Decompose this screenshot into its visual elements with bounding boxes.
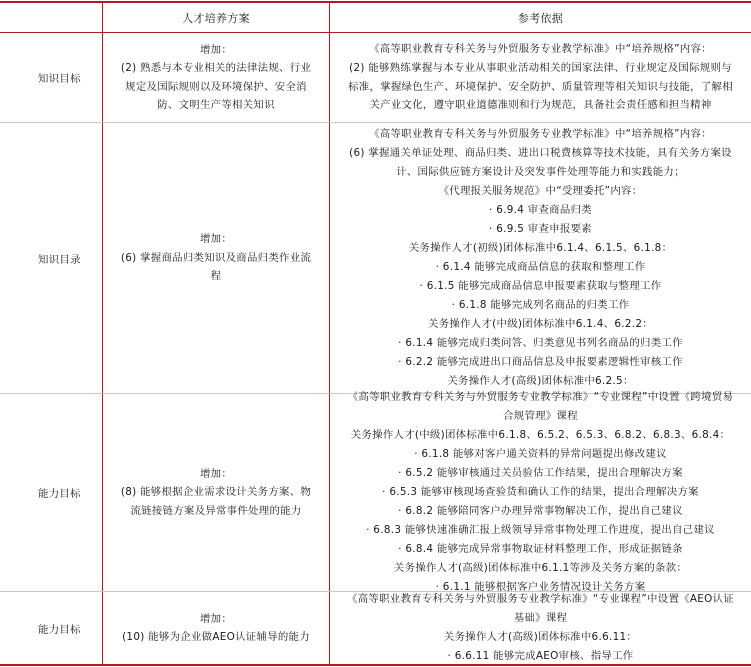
basis-line: 《高等职业教育专科关务与外贸服务专业教学标准》“专业课程”中设置《AEO认证 bbox=[347, 593, 734, 605]
basis-line: (2) 能够熟练掌握与本专业从事职业活动相关的国家法律、行业规定及国际规则与 bbox=[349, 61, 732, 74]
basis-line: · 6.1.4 能够完成归类问答、归类意见书列名商品的归类工作 bbox=[398, 337, 683, 349]
basis-line: 计、国际供应链方案设计及突发事件处理等能力和实践能力； bbox=[396, 166, 685, 178]
basis-line: 关务操作人才(初级)团体标准中6.1.4、6.1.5、6.1.8： bbox=[408, 242, 673, 254]
basis-line: · 6.2.2 能够完成进出口商品信息及申报要素逻辑性审核工作 bbox=[398, 356, 683, 368]
basis-line: · 6.8.4 能够完成异常事物取证材料整理工作，形成证据链条 bbox=[398, 543, 683, 555]
basis-line: 《代理报关服务规范》中“受理委托”内容： bbox=[438, 185, 643, 197]
row-reference-basis bbox=[330, 33, 751, 122]
basis-line: 合规管理》课程 bbox=[503, 410, 578, 422]
basis-line: · 6.1.4 能够完成商品信息的获取和整理工作 bbox=[435, 261, 646, 273]
header-category bbox=[0, 3, 102, 32]
talent-line: (10) 能够为企业做AEO认证辅导的能力 bbox=[122, 631, 310, 643]
talent-line: 增加： bbox=[199, 233, 233, 246]
talent-line: 程 bbox=[210, 270, 222, 283]
talent-line: 增加： bbox=[199, 467, 233, 480]
basis-line: · 6.8.2 能够陪同客户办理异常事物解决工作，提出自己建议 bbox=[398, 505, 683, 517]
talent-line: (6) 掌握商品归类知识及商品归类作业流 bbox=[120, 251, 312, 264]
row-reference-basis bbox=[330, 123, 751, 393]
row-category: 能力目标 bbox=[38, 623, 81, 636]
basis-line: · 6.5.2 能够审核通过关员验估工作结果，提出合理解决方案 bbox=[398, 467, 683, 479]
basis-line: 关务操作人才(中级)团体标准中6.1.4、6.2.2： bbox=[428, 318, 653, 330]
basis-line: · 6.1.8 能够完成列名商品的归类工作 bbox=[451, 299, 630, 311]
row-talent-plan bbox=[103, 592, 329, 664]
basis-line: 关务操作人才(中级)团体标准中6.1.8、6.5.2、6.5.3、6.8.2、6.8.3、6.8.4： bbox=[350, 429, 731, 441]
row-category: 知识目标 bbox=[38, 73, 81, 85]
row-talent-plan bbox=[103, 394, 329, 591]
basis-line: · 6.1.5 能够完成商品信息申报要素获取与整理工作 bbox=[419, 280, 662, 292]
basis-line: (6) 掌握通关单证处理、商品归类、进出口税费核算等技术技能，具有关务方案设 bbox=[349, 147, 732, 159]
talent-line: (8) 能够根据企业需求设计关务方案、物 bbox=[120, 486, 312, 499]
talent-line: 防、文明生产等相关知识 bbox=[157, 99, 275, 111]
talent-line: 流链接链方案及异常事件处理的能力 bbox=[130, 504, 302, 517]
talent-line: 增加： bbox=[199, 612, 233, 625]
row-reference-basis bbox=[330, 391, 751, 593]
talent-line: 增加： bbox=[199, 43, 233, 56]
basis-line: 《高等职业教育专科关务与外贸服务专业教学标准》中“培养规格”内容： bbox=[369, 128, 712, 140]
row-talent-plan bbox=[103, 123, 329, 393]
talent-line: (2) 熟悉与本专业相关的法律法规、行业 bbox=[120, 62, 312, 74]
row-talent-plan bbox=[103, 33, 329, 122]
basis-line: 《高等职业教育专科关务与外贸服务专业教学标准》“专业课程”中设置《跨境贸易 bbox=[347, 391, 734, 403]
header-talent-plan: 人才培养方案 bbox=[182, 11, 250, 25]
basis-line: 关务操作人才(高级)团体标准中6.1.1等涉及关务方案的条款： bbox=[393, 562, 688, 574]
basis-line: · 6.1.8 能够对客户通关资料的异常问题提出修改建议 bbox=[414, 448, 667, 460]
row-reference-basis bbox=[330, 592, 751, 664]
basis-line: · 6.9.5 审查申报要素 bbox=[489, 223, 592, 235]
row-category: 知识目录 bbox=[38, 253, 81, 266]
talent-line: 规定及国际规则以及环境保护、安全消 bbox=[125, 80, 307, 93]
basis-line: 基础》课程 bbox=[513, 612, 568, 624]
basis-line: 关产业文化，遵守职业道德准则和行为规范，具备社会责任感和担当精神 bbox=[369, 99, 712, 112]
basis-line: · 6.9.4 审查商品归类 bbox=[489, 204, 592, 216]
basis-line: · 6.5.3 能够审核现场查验货和确认工作的结果，提出合理解决方案 bbox=[382, 486, 699, 498]
basis-line: 标准，掌握绿色生产、环境保护、安全防护、质量管理等相关知识与技能，了解相 bbox=[348, 80, 733, 93]
basis-line: 《高等职业教育专科关务与外贸服务专业教学标准》中“培养规格”内容： bbox=[369, 43, 712, 56]
basis-line: · 6.8.3 能够快速准确汇报上级领导异常事物处理工作进度，提出自己建议 bbox=[366, 524, 715, 536]
basis-line: · 6.6.11 能够完成AEO审核、指导工作 bbox=[447, 650, 634, 662]
basis-line: 关务操作人才(高级)团体标准中6.2.5： bbox=[447, 375, 634, 387]
header-reference-basis: 参考依据 bbox=[517, 11, 564, 25]
basis-line: 关务操作人才(高级)团体标准中6.6.11： bbox=[443, 631, 638, 643]
basis-line: · 6.1.1 能够根据客户业务情况设计关务方案 bbox=[435, 581, 646, 593]
row-category: 能力目标 bbox=[38, 488, 81, 500]
